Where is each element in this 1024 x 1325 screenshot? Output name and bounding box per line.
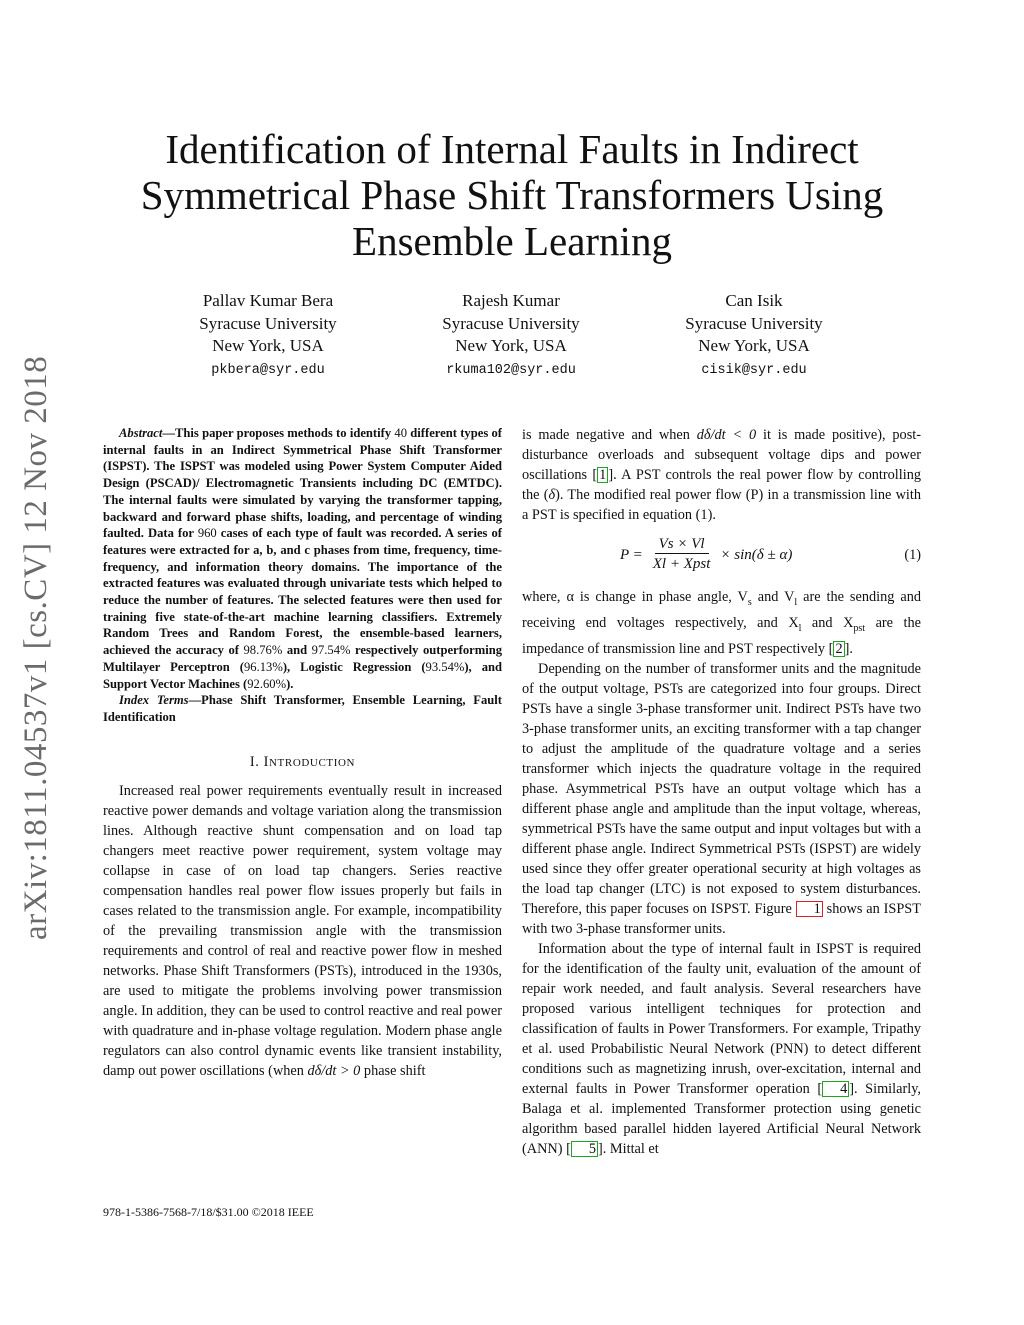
paragraph-text: . Mittal et [602,1140,659,1157]
section-heading-introduction [103,752,502,773]
citation-link[interactable]: 1 [599,467,607,483]
inline-math: dδ/dt > 0 [307,1062,361,1079]
subscript: pst [853,622,866,634]
author-1 [148,290,388,382]
abstract-text: and [282,643,312,658]
abstract-text: —This paper proposes methods to identify [162,426,395,440]
paragraph-text: phase shift [360,1062,426,1079]
paragraph-text: Depending on the number of transformer units and the magnitude of the output voltage, PSTs are categorized into four groups. Direct PSTs have a single 3-phase transformer unit. Indirect PSTs have two 3-phase transformer units, an exciting transformer with a tap changer to adjust the amplitude of the quadrature voltage and a series transformer which injects the quadrature voltage in the required phase. Asymmetrical PSTs have an output voltage which has a different phase angle and amplitude than the input voltage, whereas, symmetrical PSTs have the same output and input voltages but with a different phase angle. Indirect Symmetrical PSTs (ISPST) are widely used since they offer greater operational security at high voltages as the load tap changer (LTC) is not exposed to system disturbances. Therefore, this paper focuses on ISPST. Figure [522,660,921,917]
abstract-text: ), Logistic Regression ( [282,659,426,674]
author-email[interactable]: rkuma102@syr.edu [446,362,576,378]
index-terms-label: Index Terms [119,693,189,708]
paragraph-text: and V [751,589,795,605]
title-line: Ensemble Learning [352,218,672,264]
paragraph-text: . A PST controls the real power flow by controlling the ( [522,467,921,503]
author-affiliation: Syracuse University [685,313,823,333]
equation-number: (1) [904,547,921,563]
paragraph-text: ). The modified real power flow (P) in a transmission line with a PST is specified in equation (1). [522,487,922,523]
author-location: New York, USA [212,336,324,355]
section-numeral: I. [249,753,264,770]
equation-lhs: P = [620,546,643,563]
paragraph-text: it is made positive), post-disturbance overloads and subsequent voltage dips and power oscillations [522,427,921,483]
author-affiliation: Syracuse University [199,313,337,333]
arxiv-identifier: arXiv:1811.04537v1 [cs.CV] 12 Nov 2018 [18,355,54,940]
citation-link[interactable]: 4 [822,1081,849,1097]
citation-link[interactable]: 2 [835,640,843,657]
abstract-text: respectively outperforming Multilayer Perceptron ( [103,643,502,674]
index-terms [103,692,502,725]
paragraph-text: and X [801,614,854,631]
left-column [103,425,502,1081]
paper-title [100,126,924,264]
abstract-number: 93.54% [425,659,465,674]
figure-link[interactable]: 1 [796,901,823,917]
abstract-number: 960 [197,526,217,541]
author-location: New York, USA [455,336,567,355]
abstract-text: cases of each type of fault was recorded. A series of features were extracted for a, b, and c phases from time, frequency, time-frequency, and information theory domains. The importance of the extracted features was evaluated through univariate tests which helped to reduce the number of features. The selected features were then used for training five state-of-the-art machine learning classifiers. Extremely Random Trees and Random Forest, the ensemble-based learners, achieved the accuracy of [103,526,502,658]
section-title-rest: NTRODUCTION [269,756,356,769]
author-email[interactable]: pkbera@syr.edu [211,362,325,378]
intro-paragraph [103,781,502,1081]
subscript: l [794,596,798,608]
paragraph-text: are the impedance of transmission line and PST respectively [522,614,921,657]
abstract-number: 97.54% [311,643,351,658]
paragraph-text: are the sending and receiving end voltages respectively, and X [522,589,921,631]
body-paragraph: Information about the type of internal fault in ISPST is required for the identification of the faulty unit, evaluation of the amount of repair work needed, and fault analysis. Several researchers have proposed various intelligent techniques for protection and classification of faults in Power Transformers. For example, Tripathy et al. used Probabilistic Neural Network (PNN) to detect different conditions such as magnetizing inrush, over-excitation, internal and external faults in Power Transformer operation [ 4 ]. Similarly, Balaga et al. implemented Transformer protection using genetic algorithm based parallel hidden layered Artificial Neural Network (ANN) [ 5 ]. Mittal et [522,940,922,1157]
citation-link[interactable]: 5 [571,1141,598,1157]
abstract-text: different types of internal faults in an Indirect Symmetrical Phase Shift Transformer (ISPST). The ISPST was modeled using Power System Computer Aided Design (PSCAD)/ Electromagnetic Transients including DC (EMTDC). The internal faults were simulated by varying the transformer tapping, backward and forward phase shifts, loading, and percentage of winding faulted. Data for [103,426,502,541]
subscript: s [747,596,752,608]
author-name: Can Isik [725,291,783,310]
abstract-number: 40 [394,426,408,440]
abstract-number: 98.76% [243,643,283,658]
author-name: Rajesh Kumar [462,291,560,310]
inline-math: δ [548,487,556,503]
author-name: Pallav Kumar Bera [202,291,334,310]
body-paragraph: where, α is change in phase angle, $V_s$ and $V_l$ are the sending and receiving end voltages respectively, and $X_l$ and $X_{pst}$ are the impedance of transmission line and PST respectively [ 2 ]. [522,589,921,657]
author-affiliation: Syracuse University [442,313,580,333]
equation-body [620,535,792,574]
equation-1 [522,531,921,581]
paragraph-text: Information about the type of internal fault in ISPST is required for the identification of the faulty unit, evaluation of the amount of repair work needed, and fault analysis. Several researchers have proposed various intelligent techniques for protection and classification of faults in Power Transformers. For example, Tripathy et al. used Probabilistic Neural Network (PNN) to detect different conditions such as magnetizing inrush, over-excitation, internal and external faults in Power Transformer operation [522,940,921,1097]
author-email[interactable]: cisik@syr.edu [701,362,807,378]
index-terms-text: —Phase Shift Transformer, Ensemble Learning, Fault Identification [103,693,502,724]
author-2 [391,290,631,382]
equation-numerator: Vs × Vl [655,535,709,554]
paragraph-text: . [849,640,853,657]
abstract-text: ). [286,676,294,691]
equation-fraction [649,535,715,574]
subscript: l [798,622,802,634]
author-location: New York, USA [698,336,810,355]
equation-rhs: × sin(δ ± α) [720,546,793,563]
author-3 [634,290,874,382]
paragraph-text: Increased real power requirements eventually result in increased reactive power demands and voltage variation along the transmission lines. Although reactive shunt compensation and on load tap changers meet reactive power requirement, system voltage may collapse in case of on load tap changers. Series reactive compensation handles real power flow issues properly but fails in cases related to the transmission angle. For example, incompatibility of the prevailing transmission angle with the transmission requirements and control of real and reactive power flow in meshed networks. Phase Shift Transformers (PSTs), introduced in the 1930s, are used to mitigate the problems involving power transmission angle. In addition, they can be used to control reactive and real power with quadrature and in-phase voltage regulation. Modern phase angle regulators can also control dynamic events like transient instability, damp out power oscillations (when [103,782,502,1079]
paragraph-text: is made negative and when [522,427,697,443]
abstract-text: ), and Support Vector Machines ( [103,659,502,691]
abstract-number: 96.13% [243,659,283,674]
paragraph-text: where, α is change in phase angle, V [522,589,748,605]
inline-math: dδ/dt < 0 [696,427,757,443]
section-initial: I [263,753,270,770]
paragraph-text: shows an ISPST with two 3-phase transformer units. [522,900,921,937]
abstract [103,425,502,692]
copyright-footer: 978-1-5386-7568-7/18/$31.00 ©2018 IEEE [103,1205,314,1219]
right-column [522,425,921,1159]
body-paragraph: is made negative and when dδ/dt < 0 it is made positive), post-disturbance overloads and subsequent voltage dips and power oscillations [ 1 ]. A PST controls the real power flow by controlling the (δ). The modified real power flow (P) in a transmission line with a PST is specified in equation (1). [522,427,922,523]
abstract-number: 92.60% [247,676,287,691]
abstract-label: Abstract [119,426,163,440]
title-line: Identification of Internal Faults in Indirect [165,126,859,172]
paragraph-text: . Similarly, Balaga et al. implemented Transformer protection using genetic algorithm based parallel hidden layered Artificial Neural Network (ANN) [522,1080,922,1157]
equation-denominator: Xl + Xpst [652,556,711,572]
body-paragraph [522,659,921,939]
title-line: Symmetrical Phase Shift Transformers Using [140,172,884,218]
